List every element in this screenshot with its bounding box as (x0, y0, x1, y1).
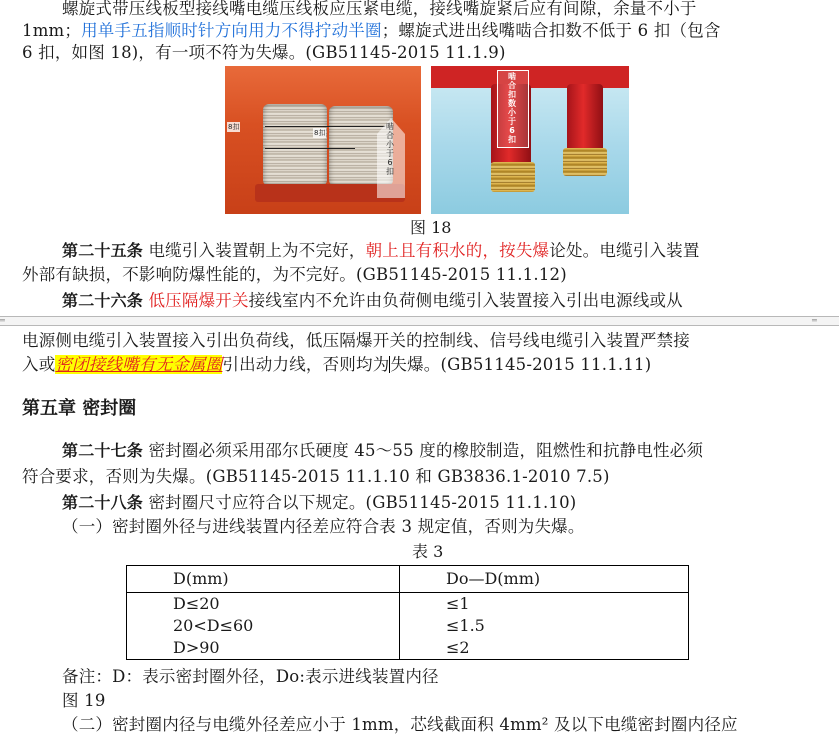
article-label: 第二十六条 (62, 291, 144, 310)
table-header-row (127, 566, 689, 593)
red-highlight-text: 朝上且有积水的，按失爆 (365, 241, 550, 260)
text: 失爆。(GB51145-2015 11.1.11) (390, 355, 652, 374)
text: 电源侧电缆引入装置接入引出负荷线，低压隔爆开关的控制线、信号线电缆引入装置严禁接 (22, 331, 690, 350)
paragraph-line (62, 440, 794, 462)
text: 6 扣，如图 18)，有一项不符为失爆。(GB51145-2015 11.1.9) (22, 43, 506, 62)
paragraph-line (62, 290, 794, 312)
table-header-cell: D(mm) (127, 566, 400, 593)
table-cell: ≤1.5 (400, 615, 689, 637)
table-header-cell: Do—D(mm) (400, 566, 689, 593)
figure-caption: 图 18 (410, 218, 452, 237)
paragraph-line (22, 42, 794, 64)
text: 备注：D：表示密封圈外径，Do:表示进线装置内径 (62, 667, 439, 686)
paragraph-line (62, 714, 834, 736)
text: ；螺旋式进出线嘴啮合扣数不低于 6 扣（包含 (381, 21, 721, 40)
text: 外部有缺损，不影响防爆性能的，为不完好。(GB51145-2015 11.1.12) (22, 265, 567, 284)
article-label: 第二十八条 (62, 493, 144, 512)
text: 论处。电缆引入装置 (549, 241, 700, 260)
text: 符合要求，否则为失爆。(GB51145-2015 11.1.10 和 GB3836.1-2010 7.5) (22, 467, 610, 486)
figure-caption: 图 19 (62, 691, 106, 710)
note-line (62, 666, 834, 688)
paragraph-line (22, 264, 794, 286)
photo-thread-engagement-right (431, 66, 629, 214)
paragraph-line (22, 466, 794, 488)
chapter-heading: 第五章 密封圈 (22, 398, 137, 419)
brass-fitting (563, 148, 607, 176)
paragraph-line (22, 20, 794, 42)
red-highlight-text: 低压隔爆开关 (148, 291, 249, 310)
table-cell: 20<D≤60 (127, 615, 400, 637)
figure-caption-line (62, 690, 834, 712)
guide-line (265, 126, 385, 127)
page-break-marker-right: ═ (812, 316, 817, 325)
text: 电缆引入装置朝上为不完好， (143, 241, 366, 260)
red-plug (567, 84, 603, 150)
tag-label: 8扣 (314, 129, 326, 137)
table-cell: ≤2 (400, 637, 689, 660)
nut-shape (263, 104, 327, 186)
text: 入或 (22, 355, 56, 374)
page-break-marker-left: ═ (0, 316, 5, 325)
guide-line (265, 148, 355, 149)
table-caption: 表 3 (412, 542, 444, 561)
text: 密封圈尺寸应符合以下规定。(GB51145-2015 11.1.10) (143, 493, 577, 512)
paragraph-line (22, 354, 794, 376)
table-row (127, 615, 689, 637)
brass-fitting (491, 162, 535, 192)
text: （一）密封圈外径与进线装置内径差应符合表 3 规定值，否则为失爆。 (62, 517, 585, 536)
page-break (0, 316, 839, 326)
photo-thread-engagement-left (225, 66, 421, 214)
text: 接线室内不允许由负荷侧电缆引入装置接入引出电源线或从 (248, 291, 683, 310)
highlighted-text: 密闭接线嘴有无金属圈 (55, 355, 223, 374)
article-label: 第二十七条 (62, 441, 144, 460)
paragraph-line (62, 492, 794, 514)
text: （二）密封圈内径与电缆外径差应小于 1mm，芯线截面积 4mm² 及以下电缆密封圈内径应 (62, 715, 738, 734)
table-row (127, 593, 689, 616)
text: 引出动力线，否则均为 (222, 355, 390, 374)
vertical-label: 啮合小于6扣 (386, 122, 394, 176)
paragraph-line (62, 240, 794, 262)
text: 1mm； (22, 21, 82, 40)
text: 螺旋式带压线板型接线嘴电缆压线板应压紧电缆，接线嘴旋紧后应有间隙，余量不小于 (62, 0, 697, 18)
paragraph-line (62, 516, 834, 538)
blue-highlight-text: 用单手五指顺时针方向用力不得拧动半圈 (81, 21, 382, 40)
table-row (127, 637, 689, 660)
paragraph-line (22, 0, 794, 20)
paragraph-line (22, 330, 794, 352)
table-cell: D>90 (127, 637, 400, 660)
article-label: 第二十五条 (62, 241, 144, 260)
table-cell: D≤20 (127, 593, 400, 616)
text: 密封圈必须采用邵尔氏硬度 45～55 度的橡胶制造，阻燃性和抗静电性必须 (143, 441, 704, 460)
tag-label: 8扣 (228, 123, 240, 131)
vertical-label: 啮合扣数小于6扣 (508, 72, 516, 144)
table-cell: ≤1 (400, 593, 689, 616)
table-3 (126, 565, 689, 660)
